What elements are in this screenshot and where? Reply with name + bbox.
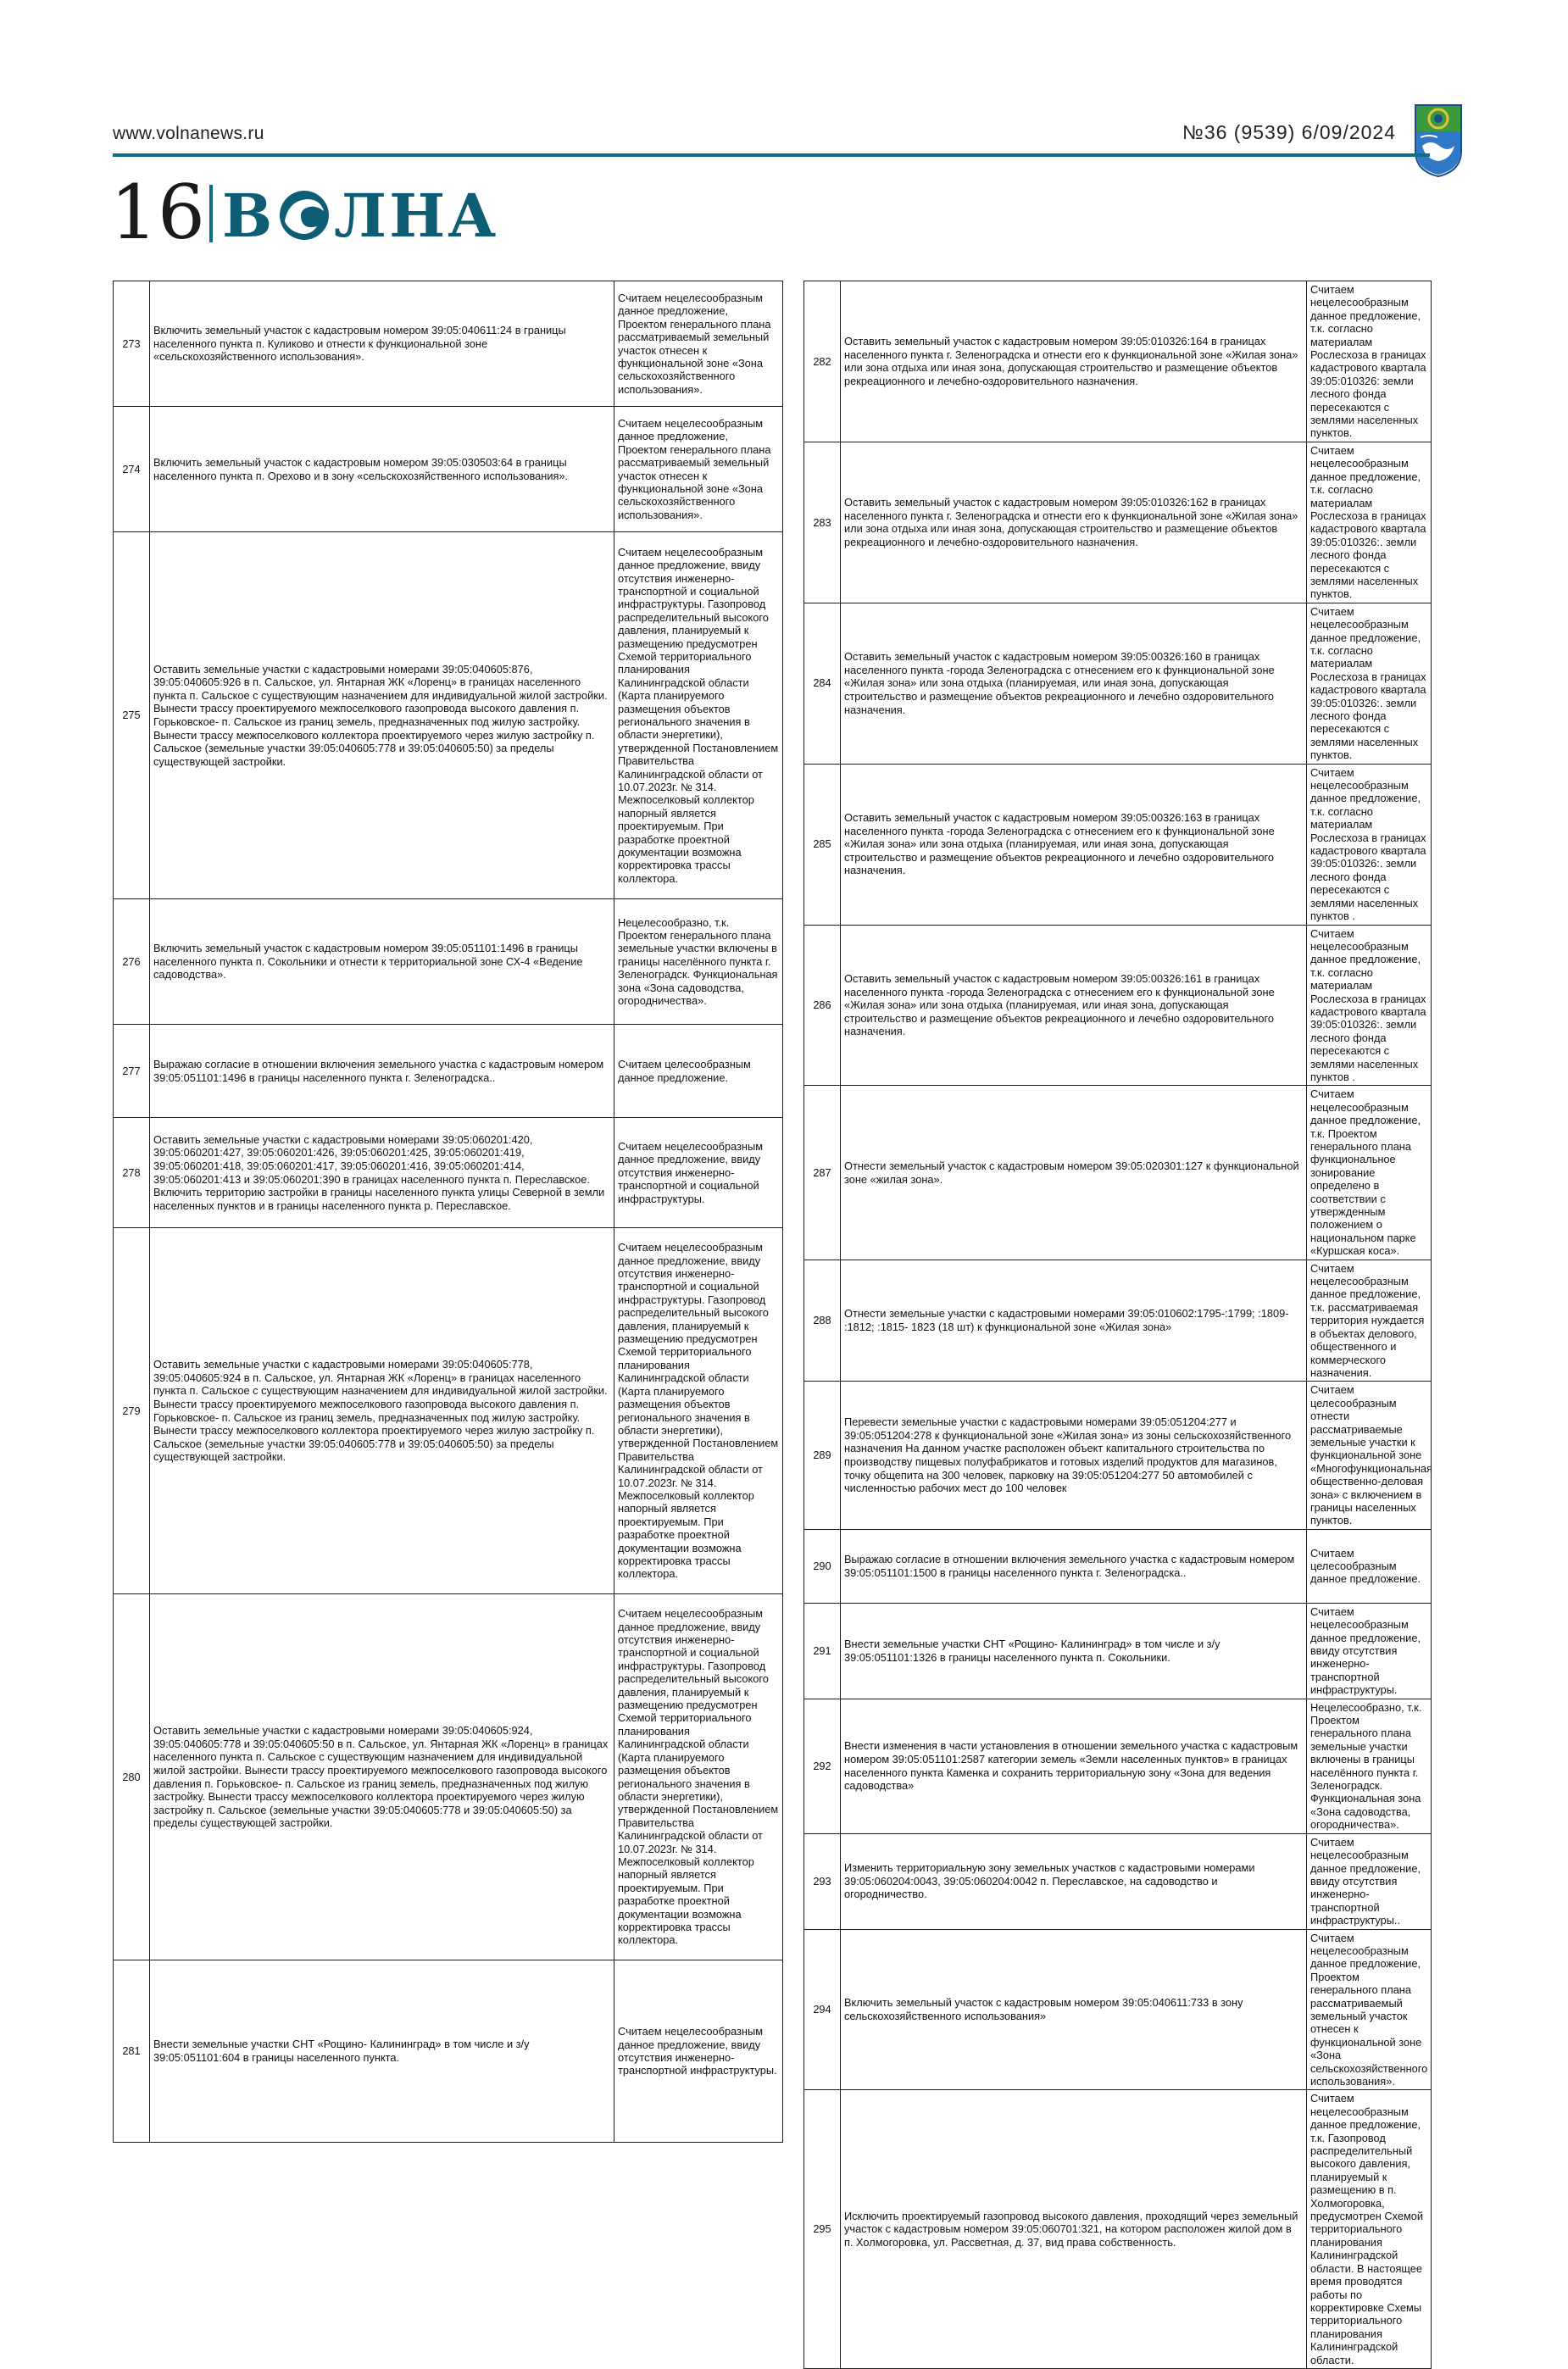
table-row bbox=[804, 1086, 1432, 1260]
logo-prefix: В bbox=[222, 180, 275, 251]
row-number: 282 bbox=[804, 281, 841, 442]
logo-suffix: ЛНА bbox=[334, 180, 499, 251]
conclusion-text: Считаем нецелесообразным данное предложение, ввиду отсутствия инженерно-транспортной инфраструктуры. bbox=[1307, 1603, 1432, 1699]
table-row bbox=[804, 2090, 1432, 2369]
proposal-text: Оставить земельный участок с кадастровым номером 39:05:00326:163 в границах населенного пункта -города Зеленоградска с отнесением его к функциональной зоне «Жилая зона» или зона отдыха (планируемая, или иная зона, допускающая строительство и размещение объектов рекреационного и лечебно оздоровительного назначения. bbox=[841, 764, 1307, 925]
row-number: 277 bbox=[114, 1025, 150, 1118]
proposal-text: Изменить территориальную зону земельных участков с кадастровыми номерами 39:05:060204:0043, 39:05:060204:0042 п. Переславское, на садоводство и огородничество. bbox=[841, 1833, 1307, 1929]
row-number: 279 bbox=[114, 1228, 150, 1594]
proposal-text: Отнести земельные участки с кадастровыми номерами 39:05:010602:1795-:1799; :1809- :1812; :1815- 1823 (18 шт) к функциональной зоне «Жилая зона» bbox=[841, 1260, 1307, 1382]
table-row bbox=[114, 532, 783, 899]
table-row bbox=[114, 407, 783, 532]
proposal-text: Оставить земельный участок с кадастровым номером 39:05:010326:164 в границах населенного пункта г. Зеленоградска и отнести его к функциональной зоне «Жилая зона» или зона отдыха или иная зона, допускающая строительство и размещение объектов рекреационного и лечебно-оздоровительного назначения. bbox=[841, 281, 1307, 442]
conclusion-text: Считаем нецелесообразным данное предложение, т.к. согласно материалам Рослесхоза в границах кадастрового квартала 39:05:010326:. земли лесного фонда пересекаются с землями населенных пунктов . bbox=[1307, 764, 1432, 925]
table-row bbox=[114, 1960, 783, 2143]
proposal-text: Внести земельные участки СНТ «Рощино- Калининград» в том числе и з/у 39:05:051101:1326 в границы населенного пункта п. Сокольники. bbox=[841, 1603, 1307, 1699]
proposal-text: Внести земельные участки СНТ «Рощино- Калининград» в том числе и з/у 39:05:051101:604 в границы населенного пункта. bbox=[150, 1960, 614, 2143]
row-number: 295 bbox=[804, 2090, 841, 2369]
table-row bbox=[804, 442, 1432, 603]
proposal-text: Перевести земельные участки с кадастровыми номерами 39:05:051204:277 и 39:05:051204:278 к функциональной зоне «Жилая зона» из зоны сельскохозяйственного назначения На данном участке расположен объект капитального строительства по производству пищевых полуфабрикатов и готовых изделий продуктов для магазинов, точку общепита на 300 человек, парковку на 39:05:051204:277 50 автомобилей с численностью рабочих мест до 100 человек bbox=[841, 1382, 1307, 1529]
proposal-text: Оставить земельные участки с кадастровыми номерами 39:05:040605:778, 39:05:040605:924 в п. Сальское, ул. Янтарная ЖК «Лоренц» в границах населенного пункта п. Сальское с существующим назначением для индивидуальной жилой застройки. Вынести трассу проектируемого межпоселкового газопровода высокого давления п. Горьковское- п. Сальское из границ земель, предназначенных под жилую застройку. Вынести трассу межпоселкового коллектора проектируемого через жилую застройку п. Сальское (земельные участки 39:05:040605:778 и 39:05:040605:50) за пределы существующей застройки. bbox=[150, 1228, 614, 1594]
row-number: 290 bbox=[804, 1529, 841, 1603]
row-number: 287 bbox=[804, 1086, 841, 1260]
table-row bbox=[804, 925, 1432, 1086]
row-number: 281 bbox=[114, 1960, 150, 2143]
table-row bbox=[114, 1025, 783, 1118]
proposal-text: Включить земельный участок с кадастровым номером 39:05:030503:64 в границы населенного пункта п. Орехово и в зону «сельскохозяйственного использования». bbox=[150, 407, 614, 532]
proposal-text: Оставить земельный участок с кадастровым номером 39:05:010326:162 в границах населенного пункта г. Зеленоградска и отнести его к функциональной зоне «Жилая зона» или зона отдыха или иная зона, допускающая строительство и размещение объектов рекреационного и лечебно-оздоровительного назначения. bbox=[841, 442, 1307, 603]
table-row bbox=[114, 1228, 783, 1594]
conclusion-text: Нецелесообразно, т.к. Проектом генерального плана земельные участки включены в границы населённого пункта г. Зеленоградск. Функциональная зона «Зона садоводства, огородничества». bbox=[614, 899, 783, 1025]
table-row bbox=[804, 1929, 1432, 2090]
table-row bbox=[804, 1603, 1432, 1699]
conclusion-text: Считаем целесообразным данное предложение. bbox=[614, 1025, 783, 1118]
conclusion-text: Считаем нецелесообразным данное предложение, т.к. рассматриваемая территория нуждается в объектах делового, общественного и коммерческого назначения. bbox=[1307, 1260, 1432, 1382]
table-row bbox=[114, 1594, 783, 1960]
conclusion-text: Считаем нецелесообразным данное предложение, ввиду отсутствия инженерно-транспортной и социальной инфраструктуры. Газопровод распределительный высокого давления, планируемый к размещению предусмотрен Схемой территориального планирования Калининградской области (Карта планируемого размещения объектов регионального значения в области энергетики), утвержденной Постановлением Правительства Калининградской области от 10.07.2023г. № 314. Межпоселковый коллектор напорный является проектируемым. При разработке проектной документации возможна корректировка трассы коллектора. bbox=[614, 1228, 783, 1594]
row-number: 289 bbox=[804, 1382, 841, 1529]
table-row bbox=[804, 281, 1432, 442]
conclusion-text: Считаем нецелесообразным данное предложение, ввиду отсутствия инженерно-транспортной и социальной инфраструктуры. Газопровод распределительный высокого давления, планируемый к размещению предусмотрен Схемой территориального планирования Калининградской области (Карта планируемого размещения объектов регионального значения в области энергетики), утвержденной Постановлением Правительства Калининградской области от 10.07.2023г. № 314. Межпоселковый коллектор напорный является проектируемым. При разработке проектной документации возможна корректировка трассы коллектора. bbox=[614, 1594, 783, 1960]
row-number: 274 bbox=[114, 407, 150, 532]
table-row bbox=[804, 1529, 1432, 1603]
conclusion-text: Считаем нецелесообразным данное предложение, Проектом генерального плана рассматриваемый земельный участок отнесен к функциональной зоне «Зона сельскохозяйственного использования». bbox=[1307, 1929, 1432, 2090]
conclusion-text: Считаем целесообразным отнести рассматриваемые земельные участки к функциональной зоне «Многофункциональная общественно-деловая зона» с включением в границы населенных пунктов. bbox=[1307, 1382, 1432, 1529]
conclusion-text: Считаем нецелесообразным данное предложение, ввиду отсутствия инженерно-транспортной и социальной инфраструктуры. bbox=[614, 1118, 783, 1228]
proposal-text: Выражаю согласие в отношении включения земельного участка с кадастровым номером 39:05:051101:1496 в границы населенного пункта г. Зеленоградска.. bbox=[150, 1025, 614, 1118]
proposal-text: Оставить земельные участки с кадастровыми номерами 39:05:040605:924, 39:05:040605:778 и 39:05:040605:50 в п. Сальское, ул. Янтарная ЖК «Лоренц» в границах населенного пункта п. Сальское с существующим назначением для индивидуальной жилой застройки. Вынести трассу проектируемого межпоселкового газопровода высокого давления п. Горьковское- п. Сальское из границ земель, предназначенных под жилую застройку. Вынести трассу межпоселкового коллектора проектируемого через жилую застройку п. Сальское (земельные участки 39:05:040605:778 и 39:05:040605:50) за пределы существующей застройки. bbox=[150, 1594, 614, 1960]
proposal-text: Оставить земельный участок с кадастровым номером 39:05:00326:160 в границах населенного пункта -города Зеленоградска с отнесением его к функциональной зоне «Жилая зона» или зона отдыха (планируемая, или иная зона, допускающая строительство и размещение объектов рекреационного и лечебно оздоровительного назначения. bbox=[841, 603, 1307, 764]
newspaper-logo bbox=[222, 181, 498, 249]
table-row bbox=[804, 603, 1432, 764]
proposal-text: Отнести земельный участок с кадастровым номером 39:05:020301:127 к функциональной зоне «жилая зона». bbox=[841, 1086, 1307, 1260]
conclusion-text: Считаем целесообразным данное предложение. bbox=[1307, 1529, 1432, 1603]
row-number: 292 bbox=[804, 1699, 841, 1833]
table-row bbox=[114, 1118, 783, 1228]
row-number: 273 bbox=[114, 281, 150, 407]
proposal-text: Оставить земельные участки с кадастровыми номерами 39:05:060201:420, 39:05:060201:427, 39:05:060201:426, 39:05:060201:425, 39:05:060201:419, 39:05:060201:418, 39:05:060201:417, 39:05:060201:416, 39:05:060201:414, 39:05:060201:413 и 39:05:060201:390 в границах населенного пункта п. Переславское. Включить территорию застройки в границы населенного пункта улицы Северной в земли населенных пунктов и в границы населенного пункта р. Переславское. bbox=[150, 1118, 614, 1228]
proposal-text: Включить земельный участок с кадастровым номером 39:05:040611:24 в границы населенного пункта п. Куликово и отнести к функциональной зоне «сельскохозяйственного использования». bbox=[150, 281, 614, 407]
row-number: 278 bbox=[114, 1118, 150, 1228]
conclusion-text: Считаем нецелесообразным данное предложение, ввиду отсутствия инженерно-транспортной инфраструктуры. bbox=[614, 1960, 783, 2143]
conclusion-text: Считаем нецелесообразным данное предложение, ввиду отсутствия инженерно-транспортной и социальной инфраструктуры. Газопровод распределительный высокого давления, планируемый к размещению предусмотрен Схемой территориального планирования Калининградской области (Карта планируемого размещения объектов регионального значения в области энергетики), утвержденной Постановлением Правительства Калининградской области от 10.07.2023г. № 314. Межпоселковый коллектор напорный является проектируемым. При разработке проектной документации возможна корректировка трассы коллектора. bbox=[614, 532, 783, 899]
proposal-text: Оставить земельный участок с кадастровым номером 39:05:00326:161 в границах населенного пункта -города Зеленоградска с отнесением его к функциональной зоне «Жилая зона» или зона отдыха (планируемая, или иная зона, допускающая строительство и размещение объектов рекреационного и лечебно оздоровительного назначения. bbox=[841, 925, 1307, 1086]
proposal-text: Включить земельный участок с кадастровым номером 39:05:040611:733 в зону сельскохозяйственного использования» bbox=[841, 1929, 1307, 2090]
row-number: 294 bbox=[804, 1929, 841, 2090]
conclusion-text: Считаем нецелесообразным данное предложение, Проектом генерального плана рассматриваемый земельный участок отнесен к функциональной зоне «Зона сельскохозяйственного использования». bbox=[614, 281, 783, 407]
row-number: 280 bbox=[114, 1594, 150, 1960]
row-number: 293 bbox=[804, 1833, 841, 1929]
row-number: 288 bbox=[804, 1260, 841, 1382]
conclusion-text: Считаем нецелесообразным данное предложение, т.к. Газопровод распределительный высокого давления, планируемый к размещению в п. Холмогоровка, предусмотрен Схемой территориального планирования Калининградской области. В настоящее время проводятся работы по корректировке Схемы территориального планирования Калининградской области. bbox=[1307, 2090, 1432, 2369]
row-number: 291 bbox=[804, 1603, 841, 1699]
row-number: 276 bbox=[114, 899, 150, 1025]
conclusion-text: Считаем нецелесообразным данное предложение, т.к. Проектом генерального плана функциональное зонирование определено в соответствии с утвержденным положением о национальном парке «Куршская коса». bbox=[1307, 1086, 1432, 1260]
proposal-text: Включить земельный участок с кадастровым номером 39:05:051101:1496 в границы населенного пункта п. Сокольники и отнести к территориальной зоне СХ-4 «Ведение садоводства». bbox=[150, 899, 614, 1025]
table-row bbox=[804, 1382, 1432, 1529]
wave-logo-icon bbox=[276, 187, 332, 243]
site-url[interactable]: www.volnanews.ru bbox=[113, 124, 264, 143]
table-row bbox=[114, 281, 783, 407]
conclusion-text: Считаем нецелесообразным данное предложение, т.к. согласно материалам Рослесхоза в границах кадастрового квартала 39:05:010326:. земли лесного фонда пересекаются с землями населенных пунктов. bbox=[1307, 603, 1432, 764]
row-number: 286 bbox=[804, 925, 841, 1086]
table-row bbox=[804, 1699, 1432, 1833]
conclusion-text: Считаем нецелесообразным данное предложение, ввиду отсутствия инженерно-транспортной инфраструктуры.. bbox=[1307, 1833, 1432, 1929]
row-number: 284 bbox=[804, 603, 841, 764]
page-number: 16 bbox=[110, 169, 205, 256]
conclusion-text: Нецелесообразно, т.к. Проектом генерального плана земельные участки включены в границы населённого пункта г. Зеленоградск. Функциональная зона «Зона садоводства, огородничества». bbox=[1307, 1699, 1432, 1833]
table-row bbox=[114, 899, 783, 1025]
coat-of-arms-icon bbox=[1414, 103, 1463, 178]
conclusion-text: Считаем нецелесообразным данное предложение, т.к. согласно материалам Рослесхоза в границах кадастрового квартала 39:05:010326:. земли лесного фонда пересекаются с землями населенных пунктов. bbox=[1307, 442, 1432, 603]
proposal-text: Выражаю согласие в отношении включения земельного участка с кадастровым номером 39:05:051101:1500 в границы населенного пункта г. Зеленоградска.. bbox=[841, 1529, 1307, 1603]
conclusion-text: Считаем нецелесообразным данное предложение, т.к. согласно материалам Рослесхоза в границах кадастрового квартала 39:05:010326: земли лесного фонда пересекаются с землями населенных пунктов. bbox=[1307, 281, 1432, 442]
table-row bbox=[804, 1260, 1432, 1382]
proposal-text: Внести изменения в части установления в отношении земельного участка с кадастровым номером 39:05:051101:2587 категории земель «Земли населенных пунктов» в границах населенного пункта Каменка и сохранить территориальную зону «Зона для ведения садоводства» bbox=[841, 1699, 1307, 1833]
table-row bbox=[804, 764, 1432, 925]
row-number: 283 bbox=[804, 442, 841, 603]
proposal-text: Исключить проектируемый газопровод высокого давления, проходящий через земельный участок с кадастровым номером 39:05:060701:321, на котором расположен жилой дом в п. Холмогоровка, ул. Рассветная, д. 37, вид права собственность. bbox=[841, 2090, 1307, 2369]
table-row bbox=[804, 1833, 1432, 1929]
conclusion-text: Считаем нецелесообразным данное предложение, т.к. согласно материалам Рослесхоза в границах кадастрового квартала 39:05:010326:. земли лесного фонда пересекаются с землями населенных пунктов . bbox=[1307, 925, 1432, 1086]
left-proposals-table bbox=[113, 281, 783, 2143]
conclusion-text: Считаем нецелесообразным данное предложение, Проектом генерального плана рассматриваемый земельный участок отнесен к функциональной зоне «Зона сельскохозяйственного использования». bbox=[614, 407, 783, 532]
issue-info: №36 (9539) 6/09/2024 bbox=[1182, 121, 1396, 143]
right-proposals-table bbox=[803, 281, 1432, 2369]
masthead-divider bbox=[209, 185, 213, 242]
row-number: 275 bbox=[114, 532, 150, 899]
proposal-text: Оставить земельные участки с кадастровыми номерами 39:05:040605:876, 39:05:040605:926 в п. Сальское, ул. Янтарная ЖК «Лоренц» в границах населенного пункта п. Сальское с существующим назначением для индивидуальной жилой застройки. Вынести трассу проектируемого межпоселкового газопровода высокого давления п. Горьковское- п. Сальское из границ земель, предназначенных под жилую застройку. Вынести трассу межпоселкового коллектора проектируемого через жилую застройку п. Сальское (земельные участки 39:05:040605:778 и 39:05:040605:50) за пределы существующей застройки. bbox=[150, 532, 614, 899]
row-number: 285 bbox=[804, 764, 841, 925]
header-rule bbox=[113, 153, 1430, 157]
